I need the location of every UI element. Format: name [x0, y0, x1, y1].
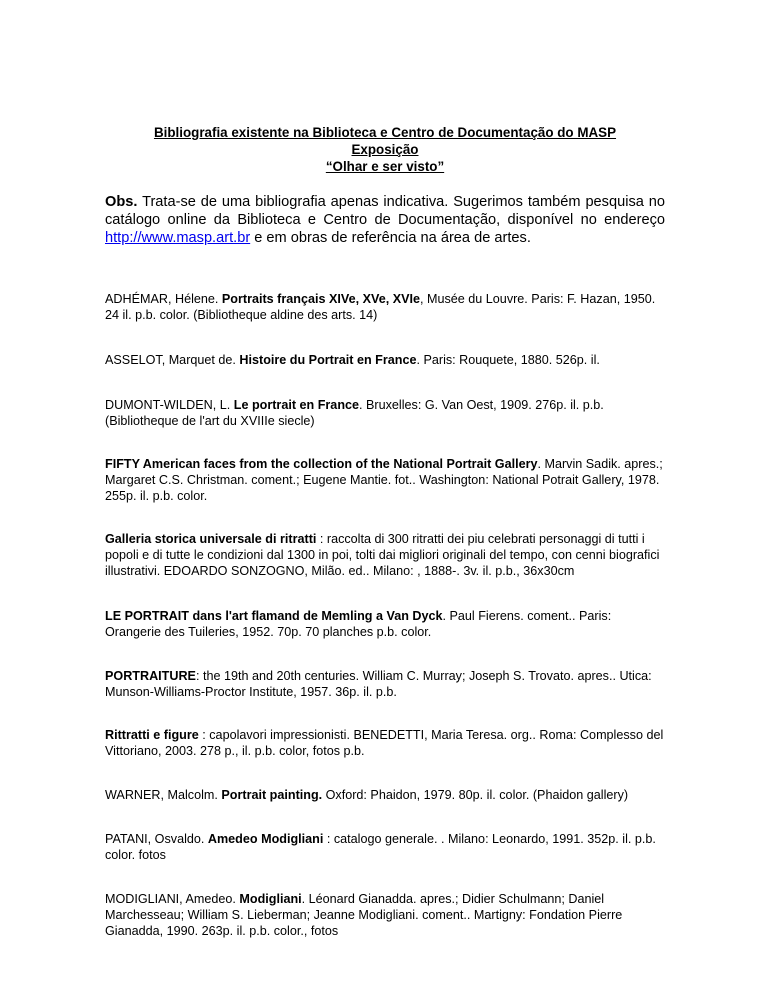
entry-details: : catalogo generale. . Milano: Leonardo, 1991. 352p. il. p.b. color. fotos — [105, 832, 656, 862]
entry-author: WARNER, Malcolm. — [105, 788, 222, 802]
bibliography-entry-fifty-american-faces — [105, 456, 670, 504]
bibliography-entry-patani — [105, 831, 670, 863]
entry-details: . Bruxelles: G. Van Oest, 1909. 276p. il. p.b. (Bibliotheque de l'art du XVIIIe siecle) — [105, 398, 604, 428]
header-subtitle: Exposição — [351, 142, 419, 157]
bibliography-entry-asselot — [105, 352, 670, 368]
entry-details: . Léonard Gianadda. apres.; Didier Schulmann; Daniel Marchesseau; William S. Lieberman; Jeanne Modigliani. coment.. Martigny: Fondation Pierre Gianadda, 1990. 263p. il. p.b. color., fotos — [105, 892, 623, 938]
entry-author: MODIGLIANI, Amedeo. — [105, 892, 240, 906]
entry-title: PORTRAITURE — [105, 669, 196, 683]
exhibition-title: “Olhar e ser visto” — [325, 159, 445, 174]
entry-title: FIFTY American faces from the collection of the National Portrait Gallery — [105, 457, 538, 471]
obs-label: Obs. — [105, 194, 138, 210]
entry-details: . Paris: Rouquete, 1880. 526p. il. — [416, 353, 600, 367]
entry-details: Oxford: Phaidon, 1979. 80p. il. color. (Phaidon gallery) — [322, 788, 629, 802]
bibliography-entry-dumont-wilden — [105, 397, 670, 429]
entry-details: : capolavori impressionisti. BENEDETTI, Maria Teresa. org.. Roma: Complesso del Vittoriano, 2003. 278 p., il. p.b. color, fotos p.b. — [105, 728, 664, 758]
bibliography-entry-warner — [105, 787, 670, 803]
entry-title: Galleria storica universale di ritratti — [105, 532, 317, 546]
entry-title: Portraits français XIVe, XVe, XVIe — [221, 292, 420, 306]
entry-title: Modigliani — [239, 892, 302, 906]
entry-details: . Paul Fierens. coment.. Paris: Orangerie des Tuileries, 1952. 70p. 70 planches p.b. color. — [105, 609, 612, 639]
entry-author: PATANI, Osvaldo. — [105, 832, 208, 846]
entry-details: . Marvin Sadik. apres.; Margaret C.S. Christman. coment.; Eugene Mantie. fot.. Washington: National Potrait Gallery, 1978. 255p. il. p.b. color. — [105, 457, 663, 503]
entry-author: ADHÉMAR, Hélene. — [105, 292, 222, 306]
document-header — [105, 124, 665, 175]
entry-title: Amedeo Modigliani — [207, 832, 324, 846]
bibliography-entry-adhemar — [105, 291, 670, 323]
bibliography-entry-le-portrait — [105, 608, 670, 640]
obs-text-2: e em obras de referência na área de artes. — [250, 230, 531, 246]
header-title: Bibliografia existente na Biblioteca e Centro de Documentação do MASP — [153, 125, 617, 140]
entry-title: Portrait painting. — [221, 788, 323, 802]
entry-title: LE PORTRAIT dans l'art flamand de Memling a Van Dyck — [105, 609, 443, 623]
entry-author: DUMONT-WILDEN, L. — [105, 398, 234, 412]
bibliography-entry-modigliani — [105, 891, 670, 939]
bibliography-entry-galleria-storica — [105, 531, 670, 579]
entry-title: Histoire du Portrait en France — [239, 353, 417, 367]
bibliography-entry-portraiture — [105, 668, 670, 700]
entry-title: Le portrait en France — [233, 398, 360, 412]
entry-title: Rittratti e figure — [105, 728, 199, 742]
entry-details: : raccolta di 300 ritratti dei piu celebrati personaggi di tutti i popoli e di tutte le condizioni dal 1300 in poi, tolti dai migliori originali del tempo, con cenni biografici illustrativi. EDOARDO SONZOGNO, Milão. ed.. Milano: , 1888-. 3v. il. p.b., 36x30cm — [105, 532, 660, 578]
entry-details: , Musée du Louvre. Paris: F. Hazan, 1950. 24 il. p.b. color. (Bibliotheque aldine des arts. 14) — [105, 292, 656, 322]
entry-author: ASSELOT, Marquet de. — [105, 353, 240, 367]
entry-details: : the 19th and 20th centuries. William C. Murray; Joseph S. Trovato. apres.. Utica: Munson-Williams-Proctor Institute, 1957. 36p. il. p.b. — [105, 669, 652, 699]
masp-website-link[interactable]: http://www.masp.art.br — [105, 230, 251, 246]
bibliography-entry-rittratti-e-figure — [105, 727, 670, 759]
obs-text-1: Trata-se de uma bibliografia apenas indicativa. Sugerimos também pesquisa no catálogo online da Biblioteca e Centro de Documentação, disponível no endereço — [105, 194, 665, 228]
observation-paragraph — [105, 193, 665, 247]
